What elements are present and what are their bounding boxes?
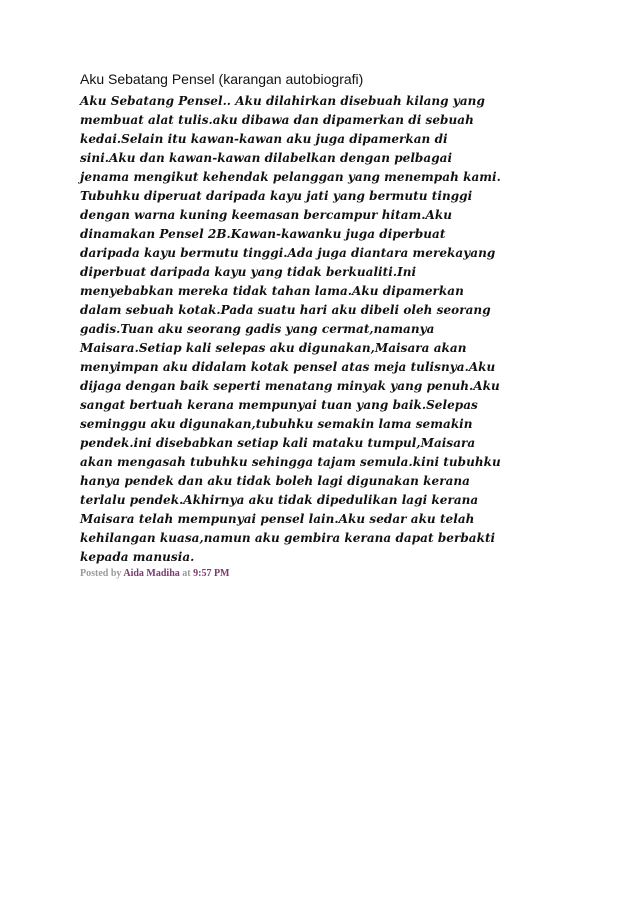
body-line: Maisara.Setiap kali selepas aku digunakan,Maisara akan: [80, 341, 467, 355]
body-line: dinamakan Pensel 2B.Kawan-kawanku juga diperbuat: [80, 227, 446, 241]
body-line: terlalu pendek.Akhirnya aku tidak dipedulikan lagi kerana: [80, 493, 479, 507]
author-link[interactable]: Aida Madiha: [123, 568, 180, 579]
body-line: dengan warna kuning keemasan bercampur hitam.Aku: [80, 208, 452, 222]
body-line: jenama mengikut kehendak pelanggan yang menempah kami.: [80, 170, 501, 184]
body-line: menyebabkan mereka tidak tahan lama.Aku dipamerkan: [80, 284, 464, 298]
body-line: daripada kayu bermutu tinggi.Ada juga diantara merekayang: [80, 246, 496, 260]
post-time-link[interactable]: 9:57 PM: [193, 568, 230, 579]
at-label: at: [182, 568, 191, 579]
body-line: pendek.ini disebabkan setiap kali mataku tumpul,Maisara: [80, 436, 476, 450]
body-line: dalam sebuah kotak.Pada suatu hari aku dibeli oleh seorang: [80, 303, 491, 317]
body-line: membuat alat tulis.aku dibawa dan dipamerkan di sebuah: [80, 113, 474, 127]
body-line: kehilangan kuasa,namun aku gembira kerana dapat berbakti: [80, 531, 496, 545]
body-line: Aku Sebatang Pensel.. Aku dilahirkan disebuah kilang yang: [80, 94, 485, 108]
body-line: kedai.Selain itu kawan-kawan aku juga dipamerkan di: [80, 132, 448, 146]
body-line: menyimpan aku didalam kotak pensel atas meja tulisnya.Aku: [80, 360, 496, 374]
body-line: diperbuat daripada kayu yang tidak berkualiti.Ini: [80, 265, 417, 279]
body-line: sangat bertuah kerana mempunyai tuan yang baik.Selepas: [80, 398, 478, 412]
body-line: kepada manusia.: [80, 550, 195, 564]
posted-by-label: Posted by: [80, 568, 122, 579]
post-body: [80, 92, 560, 567]
body-line: seminggu aku digunakan,tubuhku semakin lama semakin: [80, 417, 473, 431]
body-line: akan mengasah tubuhku sehingga tajam semula.kini tubuhku: [80, 455, 501, 469]
body-line: dijaga dengan baik seperti menatang minyak yang penuh.Aku: [80, 379, 500, 393]
body-line: Tubuhku diperuat daripada kayu jati yang bermutu tinggi: [80, 189, 473, 203]
post-title: Aku Sebatang Pensel (karangan autobiografi): [80, 71, 364, 87]
body-line: sini.Aku dan kawan-kawan dilabelkan dengan pelbagai: [80, 151, 453, 165]
body-line: Maisara telah mempunyai pensel lain.Aku sedar aku telah: [80, 512, 475, 526]
body-line: gadis.Tuan aku seorang gadis yang cermat,namanya: [80, 322, 435, 336]
body-line: hanya pendek dan aku tidak boleh lagi digunakan kerana: [80, 474, 470, 488]
post-footer: [80, 567, 560, 581]
document-page: [80, 70, 560, 581]
